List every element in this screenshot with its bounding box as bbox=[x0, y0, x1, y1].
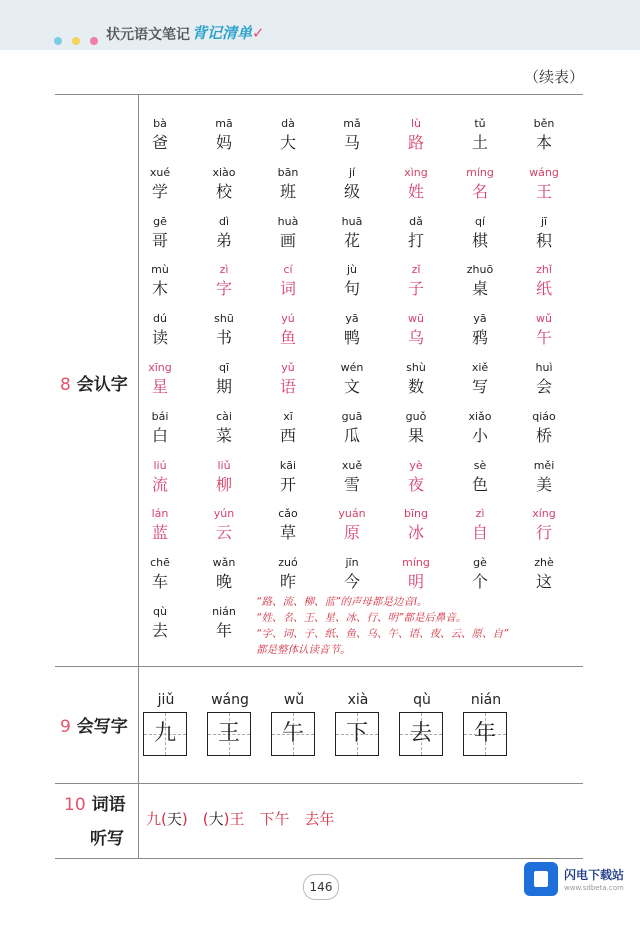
hanzi: 瓜 bbox=[343, 425, 360, 445]
char-cell bbox=[396, 508, 436, 544]
hanzi: 词 bbox=[279, 279, 296, 299]
hanzi: 王 bbox=[535, 181, 552, 201]
char-cell bbox=[460, 216, 500, 252]
hanzi: 明 bbox=[407, 572, 424, 592]
char-cell bbox=[396, 118, 436, 154]
char-cell bbox=[460, 362, 500, 398]
hanzi: 级 bbox=[343, 181, 360, 201]
pinyin: qù bbox=[413, 692, 431, 708]
char-cell bbox=[140, 460, 180, 496]
dictation-answers bbox=[146, 808, 334, 829]
hanzi: 乌 bbox=[407, 328, 424, 348]
char-cell bbox=[524, 362, 564, 398]
section-number: 9 bbox=[60, 717, 71, 737]
pinyin: běn bbox=[533, 117, 555, 130]
note-line: “路、流、柳、蓝”的声母都是边音l。 bbox=[256, 596, 428, 608]
hanzi: 鸭 bbox=[343, 328, 360, 348]
hanzi: 星 bbox=[151, 377, 168, 396]
char-cell bbox=[204, 362, 244, 398]
pinyin: cí bbox=[283, 263, 293, 277]
char-cell bbox=[204, 508, 244, 544]
char-cell bbox=[332, 411, 372, 447]
dot-icon bbox=[54, 37, 62, 45]
pinyin: nián bbox=[212, 605, 236, 618]
char-cell bbox=[524, 313, 564, 349]
pinyin: gē bbox=[153, 214, 167, 228]
pinyin: huì bbox=[535, 361, 553, 374]
char-cell bbox=[524, 264, 564, 300]
hanzi: 姓 bbox=[407, 181, 424, 201]
pinyin: zǐ bbox=[411, 263, 421, 277]
checkmark-icon: ✓ bbox=[252, 24, 265, 42]
char-cell bbox=[204, 460, 244, 496]
pinyin: xī bbox=[283, 409, 293, 423]
pinyin: xué bbox=[149, 165, 171, 179]
section-8-label bbox=[60, 370, 128, 395]
char-cell bbox=[268, 508, 308, 544]
pinyin: zì bbox=[475, 507, 485, 521]
hanzi: 柳 bbox=[215, 474, 232, 494]
hanzi: 语 bbox=[279, 377, 296, 396]
hanzi: 去 bbox=[409, 721, 432, 746]
write-cell bbox=[463, 692, 509, 756]
char-cell bbox=[460, 508, 500, 544]
watermark-logo-icon bbox=[524, 862, 558, 896]
char-cell bbox=[524, 508, 564, 544]
hanzi: 子 bbox=[407, 279, 424, 299]
tian-grid-box bbox=[143, 712, 187, 756]
pinyin: xuě bbox=[341, 458, 363, 472]
section-10-label-line2: 听写 bbox=[90, 829, 124, 849]
write-cell bbox=[207, 692, 253, 756]
hanzi: 桌 bbox=[471, 279, 488, 299]
char-cell bbox=[524, 411, 564, 447]
hanzi: 冰 bbox=[407, 523, 424, 543]
pinyin: zuó bbox=[278, 556, 298, 570]
char-cell bbox=[524, 557, 564, 593]
pinyin: shū bbox=[214, 312, 234, 326]
hanzi: 画 bbox=[279, 230, 296, 250]
pinyin: guā bbox=[341, 409, 363, 423]
page-header bbox=[0, 0, 640, 50]
book-title: 状元语文笔记 bbox=[106, 27, 190, 43]
write-cell bbox=[143, 692, 189, 756]
pinyin: xìng bbox=[404, 165, 428, 179]
hanzi: 蓝 bbox=[151, 523, 168, 543]
pinyin: cài bbox=[216, 409, 232, 423]
tian-grid-box bbox=[335, 712, 379, 756]
hanzi: 原 bbox=[343, 523, 360, 543]
hanzi: 文 bbox=[343, 377, 360, 396]
char-cell bbox=[268, 557, 308, 593]
hanzi: 会 bbox=[535, 377, 552, 396]
char-cell bbox=[460, 460, 500, 496]
hanzi: 夜 bbox=[407, 474, 424, 494]
hanzi: 读 bbox=[151, 328, 168, 348]
char-cell bbox=[140, 606, 180, 642]
pinyin: qiáo bbox=[532, 409, 556, 423]
table-bottom-border bbox=[55, 858, 583, 859]
watermark bbox=[524, 860, 634, 900]
hanzi: 路 bbox=[407, 133, 424, 152]
hanzi: 马 bbox=[343, 133, 360, 152]
char-cell bbox=[268, 118, 308, 154]
hanzi: 妈 bbox=[215, 133, 232, 152]
hanzi: 年 bbox=[473, 721, 496, 746]
pinyin: gè bbox=[473, 556, 487, 570]
char-cell bbox=[140, 411, 180, 447]
hanzi: 本 bbox=[535, 133, 552, 152]
hanzi: 句 bbox=[343, 279, 360, 299]
hanzi: 花 bbox=[343, 230, 360, 250]
pinyin: bà bbox=[153, 117, 167, 130]
hanzi: 写 bbox=[471, 377, 488, 396]
pinyin: wū bbox=[408, 312, 424, 326]
table-column-divider bbox=[138, 94, 139, 858]
hanzi: 学 bbox=[151, 181, 168, 201]
char-cell bbox=[332, 557, 372, 593]
pinyin: lù bbox=[410, 117, 422, 130]
pinyin: bái bbox=[151, 409, 169, 423]
hanzi: 西 bbox=[279, 425, 296, 445]
pinyin: mā bbox=[215, 117, 233, 130]
pinyin: xíng bbox=[532, 507, 556, 521]
hanzi: 班 bbox=[279, 181, 296, 201]
hanzi: 今 bbox=[343, 572, 360, 592]
pinyin: jiǔ bbox=[157, 692, 175, 708]
hanzi: 开 bbox=[279, 474, 296, 494]
char-cell bbox=[396, 411, 436, 447]
pinyin: jù bbox=[346, 263, 358, 277]
hanzi: 大 bbox=[279, 133, 296, 152]
section-number: 8 bbox=[60, 375, 71, 395]
hanzi: 字 bbox=[215, 279, 232, 299]
pinyin: lán bbox=[151, 507, 169, 521]
pinyin: dà bbox=[281, 117, 295, 130]
hanzi: 棋 bbox=[471, 230, 488, 250]
section-9-label bbox=[60, 712, 128, 737]
section-title: 会认字 bbox=[76, 375, 128, 395]
section-10-label bbox=[64, 790, 126, 815]
note-line: “姓、名、王、星、冰、行、明”都是后鼻音。 bbox=[256, 612, 467, 624]
pinyin: zhuō bbox=[466, 263, 494, 277]
teacher-note bbox=[256, 594, 586, 658]
pinyin: xià bbox=[347, 692, 369, 708]
char-cell bbox=[396, 167, 436, 203]
pinyin: mǎ bbox=[343, 117, 361, 130]
hanzi: 果 bbox=[407, 425, 424, 445]
char-cell bbox=[396, 216, 436, 252]
char-cell bbox=[460, 411, 500, 447]
pinyin: xiě bbox=[471, 361, 489, 374]
section-title: 会写字 bbox=[76, 717, 128, 737]
char-cell bbox=[524, 167, 564, 203]
char-cell bbox=[140, 508, 180, 544]
pinyin: qī bbox=[218, 361, 230, 374]
pinyin: xiǎo bbox=[468, 409, 492, 423]
char-cell bbox=[332, 362, 372, 398]
char-cell bbox=[460, 264, 500, 300]
char-cell bbox=[332, 118, 372, 154]
page-number: 146 bbox=[303, 874, 339, 900]
pinyin: xiào bbox=[212, 165, 236, 179]
char-cell bbox=[268, 460, 308, 496]
pinyin: qí bbox=[474, 214, 486, 228]
char-cell bbox=[268, 411, 308, 447]
pinyin: yè bbox=[409, 458, 423, 472]
char-cell bbox=[332, 216, 372, 252]
char-cell bbox=[268, 264, 308, 300]
char-cell bbox=[204, 118, 244, 154]
pinyin: wǔ bbox=[536, 312, 552, 326]
hanzi: 打 bbox=[407, 230, 424, 250]
char-cell bbox=[140, 313, 180, 349]
watermark-url: www.sdbeta.com bbox=[564, 884, 624, 892]
pinyin: bīng bbox=[404, 507, 428, 521]
char-cell bbox=[524, 118, 564, 154]
hanzi: 桥 bbox=[535, 425, 552, 445]
hanzi: 鱼 bbox=[279, 328, 296, 348]
hanzi: 色 bbox=[471, 474, 488, 494]
hanzi: 哥 bbox=[151, 230, 168, 250]
char-cell bbox=[524, 216, 564, 252]
hanzi: 美 bbox=[535, 474, 552, 494]
pinyin: jī bbox=[540, 214, 548, 228]
char-cell bbox=[268, 216, 308, 252]
hanzi: 昨 bbox=[279, 572, 296, 592]
pinyin: wǎn bbox=[212, 556, 236, 570]
pinyin: míng bbox=[466, 165, 494, 179]
hanzi: 年 bbox=[215, 621, 232, 640]
hanzi: 流 bbox=[151, 474, 168, 494]
hanzi: 下 bbox=[345, 721, 368, 746]
table-divider bbox=[55, 783, 583, 784]
hanzi: 校 bbox=[215, 181, 232, 201]
pinyin: wáng bbox=[211, 692, 249, 708]
pinyin: zhǐ bbox=[536, 263, 552, 277]
write-cell bbox=[399, 692, 445, 756]
char-cell bbox=[268, 313, 308, 349]
pinyin: měi bbox=[533, 458, 555, 472]
continued-label: （续表） bbox=[523, 68, 584, 86]
pinyin: yú bbox=[281, 312, 295, 326]
char-cell bbox=[460, 167, 500, 203]
char-cell bbox=[460, 118, 500, 154]
pinyin: dǎ bbox=[409, 214, 423, 228]
char-cell bbox=[332, 508, 372, 544]
char-cell bbox=[204, 411, 244, 447]
char-cell bbox=[204, 167, 244, 203]
char-cell bbox=[396, 362, 436, 398]
pinyin: shù bbox=[406, 361, 426, 374]
hanzi: 王 bbox=[217, 721, 240, 746]
hanzi: 鸦 bbox=[471, 328, 488, 348]
char-cell bbox=[396, 313, 436, 349]
write-cell bbox=[335, 692, 381, 756]
pinyin: chē bbox=[150, 556, 170, 570]
char-cell bbox=[204, 264, 244, 300]
pinyin: yún bbox=[213, 507, 235, 521]
hanzi: 爸 bbox=[151, 133, 168, 152]
answer-text: ) ( bbox=[181, 810, 209, 828]
pinyin: yuán bbox=[338, 507, 366, 521]
hanzi: 个 bbox=[471, 572, 488, 592]
tian-grid-box bbox=[207, 712, 251, 756]
dot-icon bbox=[72, 37, 80, 45]
subtitle-text: 背记清单 bbox=[192, 24, 253, 42]
pinyin: liú bbox=[153, 458, 167, 472]
pinyin: bān bbox=[277, 165, 299, 179]
hanzi: 书 bbox=[215, 328, 232, 348]
book-subtitle bbox=[192, 22, 265, 43]
hanzi: 菜 bbox=[215, 425, 232, 445]
hanzi: 数 bbox=[407, 377, 424, 396]
tian-grid-box bbox=[271, 712, 315, 756]
answer-text: 天 bbox=[166, 810, 182, 828]
char-cell bbox=[332, 264, 372, 300]
pinyin: cǎo bbox=[278, 507, 298, 521]
pinyin: liǔ bbox=[217, 458, 231, 472]
hanzi: 雪 bbox=[343, 474, 360, 494]
pinyin: jí bbox=[348, 165, 356, 179]
hanzi: 木 bbox=[151, 279, 168, 299]
hanzi: 积 bbox=[535, 230, 552, 250]
write-cell bbox=[271, 692, 317, 756]
pinyin: jīn bbox=[345, 556, 359, 570]
pinyin: dì bbox=[218, 214, 230, 228]
pinyin: guǒ bbox=[405, 409, 427, 423]
answer-text: 大 bbox=[208, 810, 224, 828]
hanzi: 自 bbox=[471, 523, 488, 543]
pinyin: míng bbox=[402, 556, 430, 570]
pinyin: sè bbox=[473, 458, 487, 472]
hanzi: 午 bbox=[281, 721, 304, 746]
char-cell bbox=[460, 557, 500, 593]
hanzi: 土 bbox=[471, 133, 488, 152]
pinyin: wén bbox=[340, 361, 364, 374]
pinyin: kāi bbox=[279, 458, 297, 472]
hanzi: 晚 bbox=[215, 572, 232, 592]
hanzi: 草 bbox=[279, 523, 296, 543]
char-cell bbox=[140, 362, 180, 398]
tian-grid-box bbox=[399, 712, 443, 756]
char-cell bbox=[460, 313, 500, 349]
pinyin: nián bbox=[470, 692, 502, 708]
pinyin: yǔ bbox=[281, 361, 295, 374]
pinyin: zì bbox=[219, 263, 229, 277]
note-line: 都是整体认读音节。 bbox=[256, 644, 351, 656]
hanzi: 午 bbox=[535, 328, 552, 348]
hanzi: 车 bbox=[151, 572, 168, 592]
char-cell bbox=[140, 216, 180, 252]
hanzi: 云 bbox=[215, 523, 232, 543]
table-divider bbox=[55, 666, 583, 667]
pinyin: yā bbox=[345, 312, 359, 326]
hanzi: 纸 bbox=[535, 279, 552, 299]
char-cell bbox=[204, 313, 244, 349]
hanzi: 九 bbox=[153, 721, 176, 746]
hanzi: 行 bbox=[535, 523, 552, 543]
pinyin: xīng bbox=[148, 361, 172, 374]
hanzi: 名 bbox=[471, 181, 488, 201]
note-line: “字、词、子、纸、鱼、乌、午、语、夜、云、原、自” bbox=[256, 628, 509, 640]
char-cell bbox=[268, 362, 308, 398]
hanzi: 弟 bbox=[215, 230, 232, 250]
char-cell bbox=[140, 118, 180, 154]
pinyin: qù bbox=[153, 605, 167, 618]
char-cell bbox=[396, 557, 436, 593]
pinyin: mù bbox=[151, 263, 169, 277]
pinyin: dú bbox=[153, 312, 167, 326]
tian-grid-box bbox=[463, 712, 507, 756]
header-dots bbox=[54, 30, 108, 49]
char-cell bbox=[140, 167, 180, 203]
char-cell bbox=[268, 167, 308, 203]
char-cell bbox=[396, 460, 436, 496]
pinyin: huà bbox=[277, 214, 299, 228]
char-cell bbox=[332, 460, 372, 496]
pinyin: tǔ bbox=[474, 117, 486, 130]
answer-text: 九( bbox=[146, 810, 167, 828]
char-cell bbox=[204, 606, 244, 642]
watermark-text: 闪电下载站 bbox=[564, 868, 625, 882]
hanzi: 这 bbox=[535, 572, 552, 592]
char-cell bbox=[204, 557, 244, 593]
char-cell bbox=[332, 167, 372, 203]
answer-text: )王 下午 去年 bbox=[223, 810, 335, 828]
pinyin: huā bbox=[341, 214, 363, 228]
char-cell bbox=[524, 460, 564, 496]
pinyin: yā bbox=[473, 312, 487, 326]
section-number: 10 bbox=[64, 795, 86, 815]
table-top-border bbox=[55, 94, 583, 95]
hanzi: 白 bbox=[151, 425, 168, 445]
char-cell bbox=[204, 216, 244, 252]
hanzi: 期 bbox=[215, 377, 232, 396]
pinyin: zhè bbox=[534, 556, 554, 570]
char-cell bbox=[396, 264, 436, 300]
dot-icon bbox=[90, 37, 98, 45]
char-cell bbox=[140, 557, 180, 593]
hanzi: 去 bbox=[151, 621, 168, 640]
char-cell bbox=[140, 264, 180, 300]
char-cell bbox=[332, 313, 372, 349]
pinyin: wǔ bbox=[283, 692, 305, 708]
hanzi: 小 bbox=[471, 425, 488, 445]
section-title: 词语 bbox=[91, 795, 126, 815]
pinyin: wáng bbox=[529, 165, 559, 179]
